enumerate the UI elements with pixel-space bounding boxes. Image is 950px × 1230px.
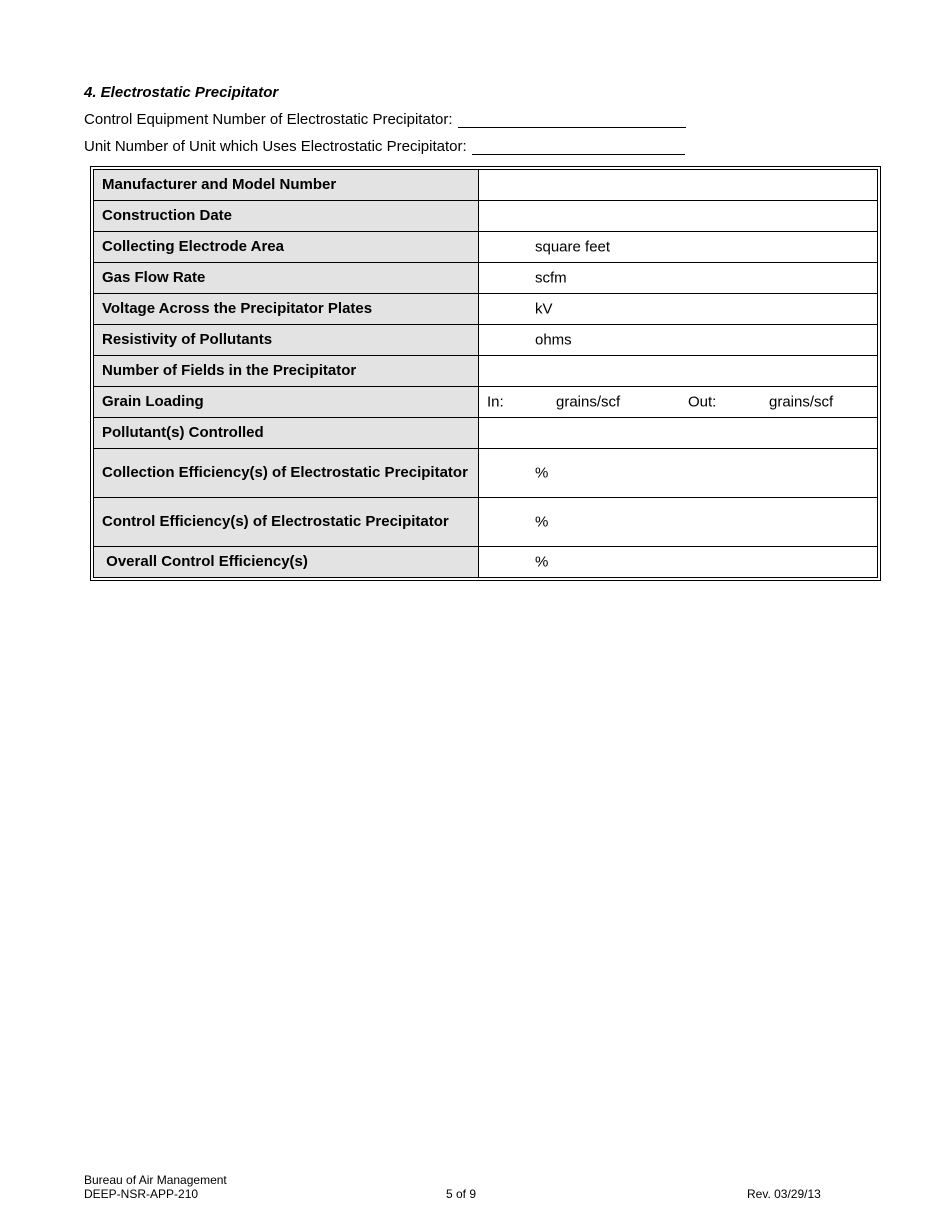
footer-revision: Rev. 03/29/13 [747,1187,821,1201]
row-value-field[interactable] [479,325,878,356]
unit-label: scfm [535,269,567,287]
table-row [94,325,878,356]
unit-number-field [84,138,685,155]
row-label: Construction Date [94,201,479,232]
row-value-field[interactable] [479,232,878,263]
row-value-field[interactable] [479,294,878,325]
row-label: Gas Flow Rate [94,263,479,294]
unit-label: % [535,513,549,531]
row-label: Pollutant(s) Controlled [94,418,479,449]
unit-number-label: Unit Number of Unit which Uses Electrostatic Precipitator: [84,138,467,155]
section-title: 4. Electrostatic Precipitator [84,84,279,101]
row-label: Overall Control Efficiency(s) [94,547,479,578]
row-value-field[interactable] [479,356,878,387]
table-row [94,232,878,263]
control-equipment-input-line[interactable] [458,112,686,128]
row-label: Collecting Electrode Area [94,232,479,263]
footer-bureau: Bureau of Air Management [84,1173,227,1187]
grain-out-label: Out: [688,393,717,411]
row-label: Grain Loading [94,387,479,418]
table-row [94,263,878,294]
row-value-field[interactable] [479,498,878,547]
precipitator-table [93,169,878,578]
grain-in-label: In: [487,393,504,411]
unit-label: % [535,464,549,482]
footer-page-number: 5 of 9 [446,1187,477,1201]
row-value-field[interactable] [479,418,878,449]
precipitator-table-frame [90,166,881,581]
table-row [94,418,878,449]
table-row [94,498,878,547]
footer-form-id: DEEP-NSR-APP-210 [84,1187,199,1201]
table-row [94,449,878,498]
grain-in-unit: grains/scf [556,393,621,411]
unit-label: kV [535,300,553,318]
footer-left [84,1173,227,1201]
table-row [94,547,878,578]
table-row [94,294,878,325]
row-value-field[interactable] [479,449,878,498]
row-value-field[interactable] [479,547,878,578]
table-row [94,387,878,418]
unit-label: % [535,553,549,571]
row-value-field[interactable] [479,201,878,232]
unit-label: square feet [535,238,611,256]
table-row [94,356,878,387]
grain-loading-field[interactable] [479,387,878,418]
unit-number-input-line[interactable] [472,139,685,155]
row-label: Resistivity of Pollutants [94,325,479,356]
table-row [94,201,878,232]
row-value-field[interactable] [479,170,878,201]
row-value-field[interactable] [479,263,878,294]
unit-label: ohms [535,331,572,349]
table-row [94,170,878,201]
row-label: Voltage Across the Precipitator Plates [94,294,479,325]
row-label: Control Efficiency(s) of Electrostatic Precipitator [94,498,479,547]
row-label: Number of Fields in the Precipitator [94,356,479,387]
row-label: Collection Efficiency(s) of Electrostatic Precipitator [94,449,479,498]
control-equipment-field [84,111,686,128]
row-label: Manufacturer and Model Number [94,170,479,201]
control-equipment-label: Control Equipment Number of Electrostatic Precipitator: [84,111,453,128]
grain-out-unit: grains/scf [769,393,834,411]
